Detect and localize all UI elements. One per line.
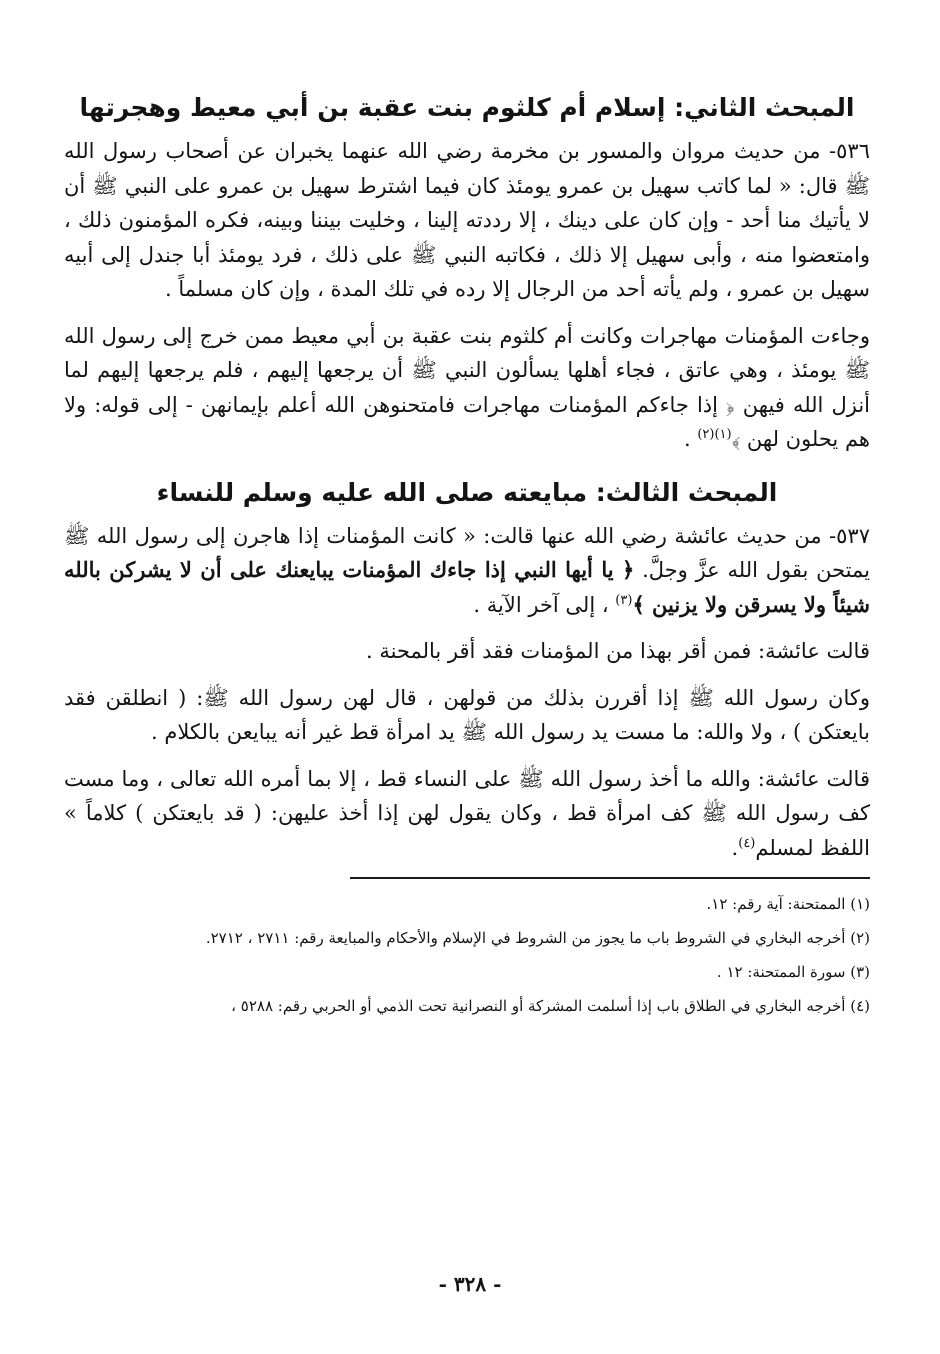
footnote-ref-1-2: (١)(٢) <box>697 427 732 442</box>
aisha-oath-end: . <box>731 835 739 860</box>
hadith-537-text: ٥٣٧- من حديث عائشة رضي الله عنها قالت: « كانت المؤمنات إذا هاجرن إلى رسول الله ﷺ يمتحن بقول الله عزَّ وجلَّ. <box>64 523 870 582</box>
aisha-oath-text: قالت عائشة: والله ما أخذ رسول الله ﷺ على النساء قط ، إلا بما أمره الله تعالى ، وما مست كف رسول الله ﷺ كف امرأة قط ، وكان يقول لهن إذا أخذ عليهن: ( قد بايعتكن ) كلاماً » اللفظ لمسلم <box>64 766 870 860</box>
umm-kulthum-end: . <box>683 427 698 451</box>
aisha-oath-paragraph <box>64 762 870 866</box>
page-number: - ٣٢٨ - <box>438 1272 502 1296</box>
umm-kulthum-text: وجاءت المؤمنات مهاجرات وكانت أم كلثوم بنت عقبة بن أبي معيط ممن خرج إلى رسول الله ﷺ يومئذ ، وهي عاتق ، فجاء أهلها يسألون النبي ﷺ أن يرجعها إليهم ، فلم يرجعها إليهم لما أنزل الله فيهن ﴿ إذا جاءكم المؤمنات مهاجرات فامتحنوهن الله أعلم بإيمانهن - إلى قوله: ولا هم يحلون لهن ﴾ <box>64 323 870 451</box>
footnote-1: (١) الممتحنة: آية رقم: ١٢. <box>706 895 870 913</box>
footnote-4: (٤) أخرجه البخاري في الطلاق باب إذا أسلمت المشركة أو النصرانية تحت الذمي أو الحربي رقم: ٥٢٨٨ ، <box>231 997 870 1015</box>
footnote-divider <box>350 877 870 879</box>
hadith-537-end: ، إلى آخر الآية . <box>473 592 616 617</box>
footnote-3: (٣) سورة الممتحنة: ١٢ . <box>716 963 870 981</box>
footnote-ref-4: (٤) <box>738 835 756 851</box>
section-two-heading: المبحث الثاني: إسلام أم كلثوم بنت عقبة بن أبي معيط وهجرتها <box>79 93 855 122</box>
umm-kulthum-paragraph <box>64 319 870 457</box>
pledge-paragraph: وكان رسول الله ﷺ إذا أقررن بذلك من قولهن ، قال لهن رسول الله ﷺ: ( انطلقن فقد بايعتكن ) ، ولا والله: ما مست يد رسول الله ﷺ يد امرأة قط غير أنه يبايعن بالكلام . <box>64 685 870 744</box>
footnote-2: (٢) أخرجه البخاري في الشروط باب ما يجوز من الشروط في الإسلام والأحكام والمبايعة رقم: ٢٧١١ ، ٢٧١٢. <box>205 929 870 947</box>
hadith-537-paragraph <box>64 519 870 623</box>
section-three-heading: المبحث الثالث: مبايعته صلى الله عليه وسلم للنساء <box>156 477 778 507</box>
quran-verse: ﴿ يا أيها النبي إذا جاءك المؤمنات يبايعنك على أن لا يشركن بالله شيئاً ولا يسرقن ولا يزنين ﴾ <box>64 557 870 617</box>
hadith-536-paragraph: ٥٣٦- من حديث مروان والمسور بن مخرمة رضي الله عنهما يخبران عن أصحاب رسول الله ﷺ قال: « لما كاتب سهيل بن عمرو يومئذ كان فيما اشترط سهيل بن عمرو على النبي ﷺ أن لا يأتيك منا أحد - وإن كان على دينك ، إلا رددته إلينا ، وخليت بيننا وبينه، فكره المؤمنون ذلك ، وامتعضوا منه ، وأبى سهيل إلا ذلك ، فكاتبه النبي ﷺ على ذلك ، فرد يومئذ أبا جندل إلى أبيه سهيل بن عمرو ، ولم يأته أحد من الرجال إلا رده في تلك المدة ، وإن كان مسلماً . <box>64 139 870 301</box>
aisha-statement-paragraph: قالت عائشة: فمن أقر بهذا من المؤمنات فقد أقر بالمحنة . <box>365 639 870 663</box>
footnote-ref-3: (٣) <box>615 592 633 608</box>
book-page <box>64 84 870 1314</box>
